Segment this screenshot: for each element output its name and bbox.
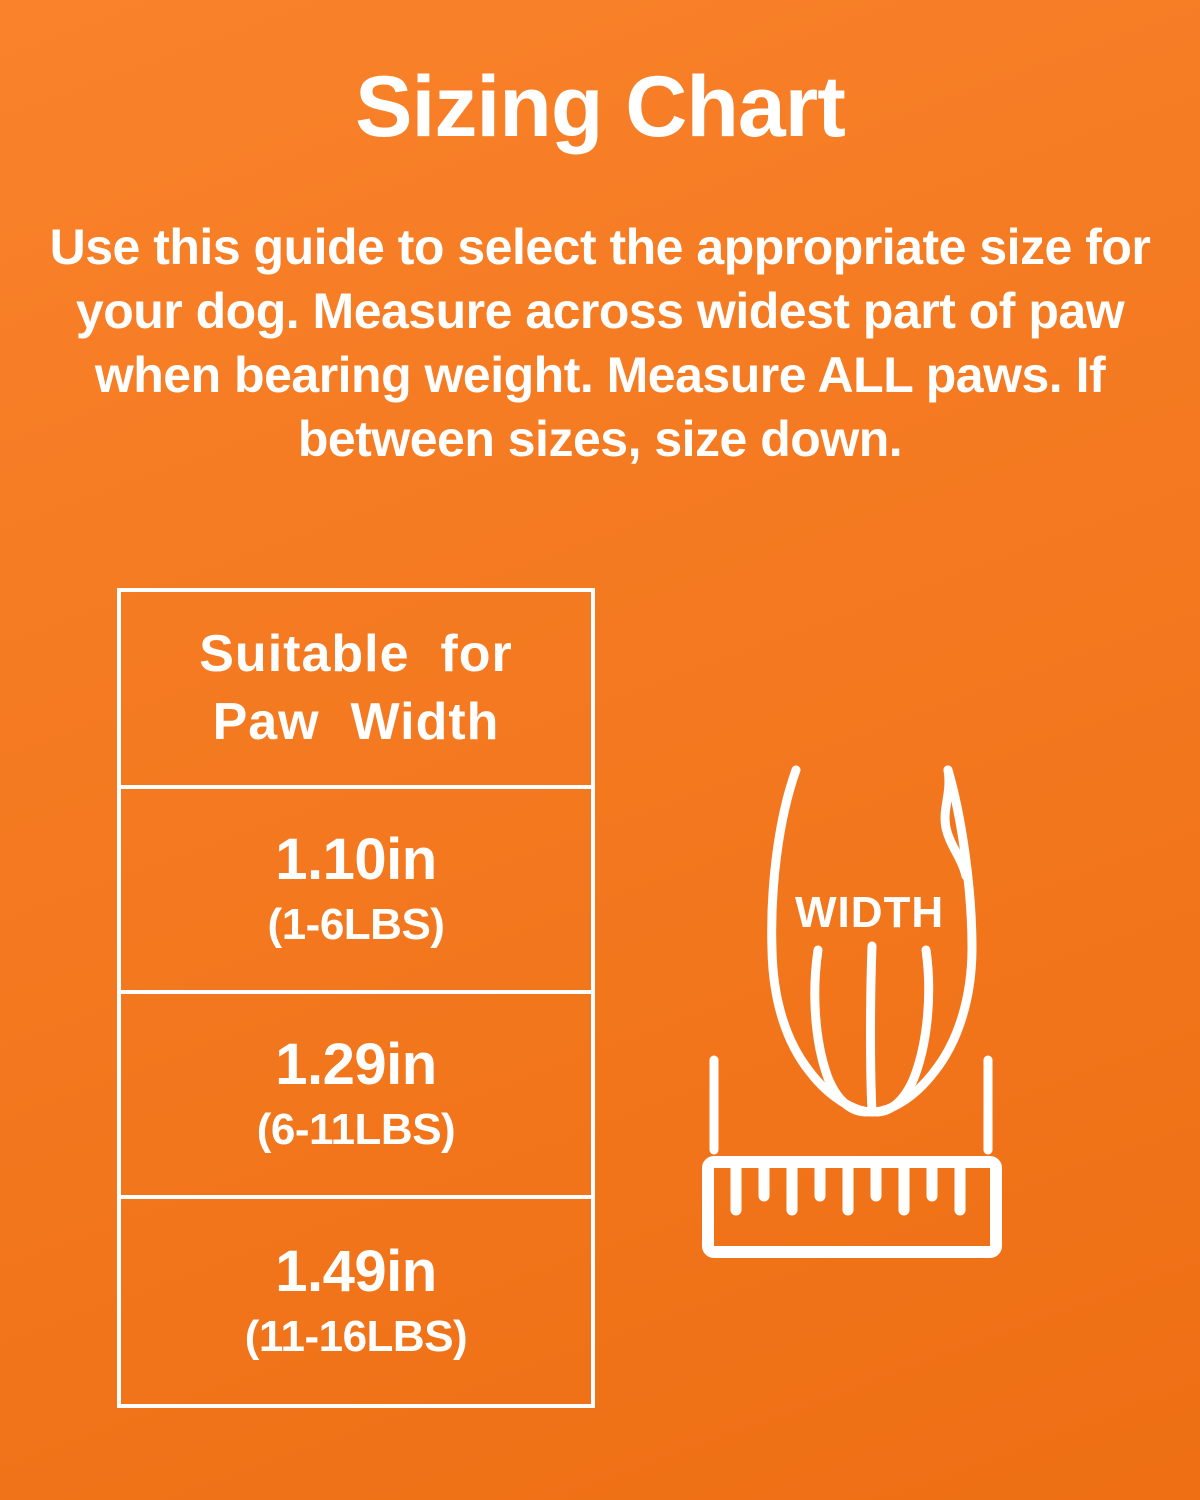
paw-width-value: 1.29in xyxy=(275,1031,437,1097)
table-row xyxy=(121,1199,591,1404)
table-header-row xyxy=(121,592,591,789)
paw-width-value: 1.49in xyxy=(275,1238,437,1304)
width-label: WIDTH xyxy=(795,888,945,937)
paw-with-ruler-icon xyxy=(700,750,1040,1290)
table-row xyxy=(121,789,591,994)
table-header-line-2: Paw Width xyxy=(212,692,500,751)
page-title: Sizing Chart xyxy=(355,59,845,155)
weight-range-value: (6-11LBS) xyxy=(256,1105,456,1155)
paw-width-value: 1.10in xyxy=(275,826,437,892)
table-header-line-1: Suitable for xyxy=(199,624,513,683)
weight-range-value: (1-6LBS) xyxy=(267,900,445,950)
table-row xyxy=(121,994,591,1199)
sizing-table xyxy=(117,588,595,1408)
page-subtitle: Use this guide to select the appropriate size for your dog. Measure across widest part of paw when bearing weight. Measure ALL paws. If between sizes, size down. xyxy=(49,219,1151,467)
weight-range-value: (11-16LBS) xyxy=(244,1312,468,1362)
